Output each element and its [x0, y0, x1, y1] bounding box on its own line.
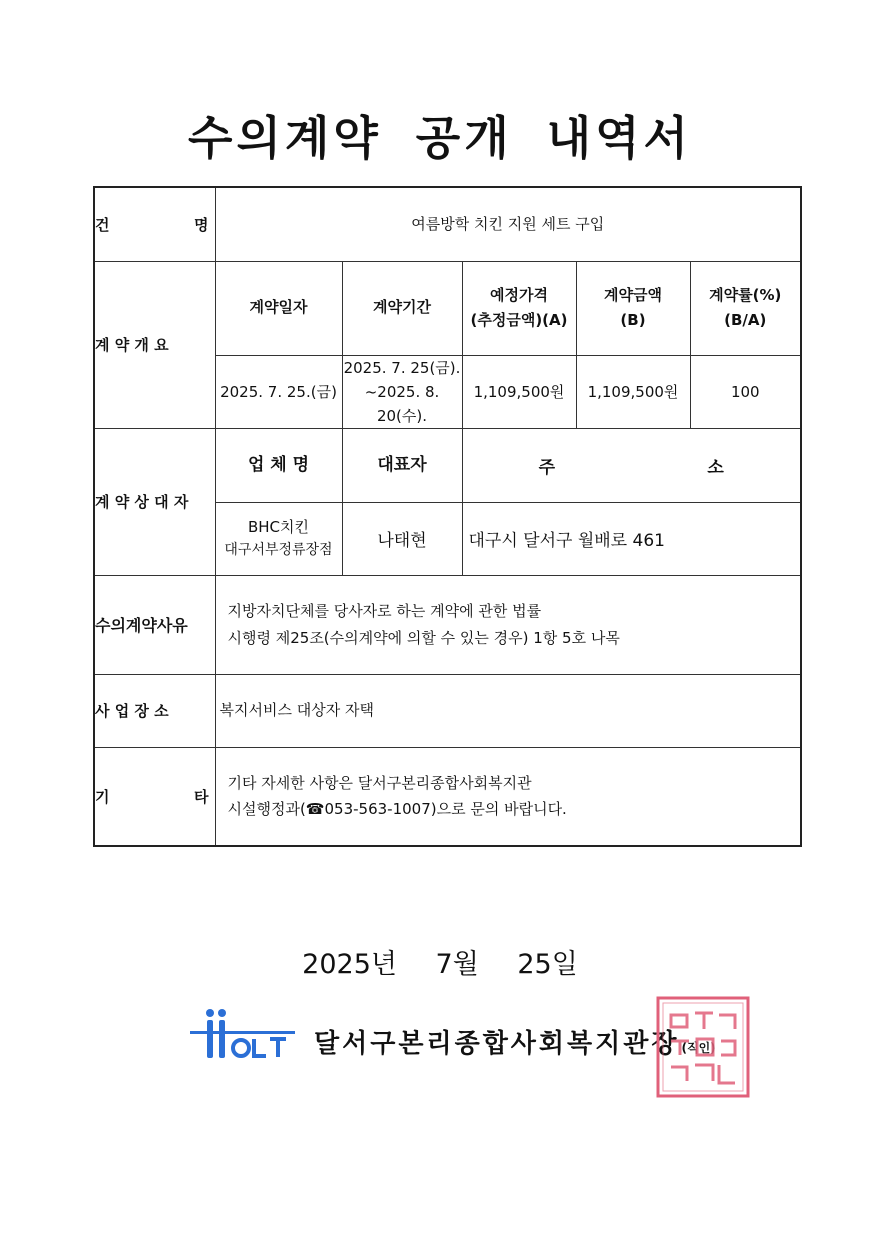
value-company-line1: BHC치킨 — [247, 518, 310, 537]
label-etc — [94, 747, 215, 846]
value-etc — [215, 747, 801, 846]
value-date: 2025. 7. 25.(금) — [215, 355, 342, 428]
header-address — [462, 428, 801, 502]
value-reason — [215, 575, 801, 674]
organization-title: 달서구본리종합사회복지관장 — [314, 1029, 680, 1059]
contract-table — [93, 186, 802, 847]
issue-date: 2025년 7월 25일 — [302, 949, 578, 980]
header-estimate-line1: 예정가격 — [490, 285, 548, 304]
value-reason-line1: 지방자치단체를 당사자로 하는 계약에 관한 법률 — [227, 602, 542, 621]
value-amount: 1,109,500원 — [576, 355, 690, 428]
label-name: 건 명 — [94, 187, 215, 261]
header-rate-line1: 계약률(%) — [709, 285, 782, 304]
header-rate — [690, 261, 801, 355]
label-overview: 계 약 개 요 — [94, 261, 215, 428]
header-amount-line1: 계약금액 — [604, 285, 662, 304]
value-rate: 100 — [690, 355, 801, 428]
value-site: 복지서비스 대상자 자택 — [215, 674, 801, 747]
value-etc-line1: 기타 자세한 사항은 달서구본리종합사회복지관 — [227, 774, 532, 792]
row-etc — [94, 747, 801, 846]
value-representative: 나태현 — [342, 502, 462, 575]
header-estimate — [462, 261, 576, 355]
row-counterparty-header — [94, 428, 801, 502]
value-period-line1: 2025. 7. 25(금). — [343, 358, 461, 377]
label-site: 사 업 장 소 — [94, 674, 215, 747]
label-etc-part2: 타 — [194, 787, 209, 806]
header-amount-line2: (B) — [620, 311, 646, 329]
header-estimate-line2: (추정금액)(A) — [470, 311, 568, 329]
row-overview-header — [94, 261, 801, 355]
signature-block — [190, 1005, 760, 1085]
value-period — [342, 355, 462, 428]
row-name — [94, 187, 801, 261]
value-address: 대구시 달서구 월배로 461 — [462, 502, 801, 575]
official-seal-note: (직인) — [681, 1041, 716, 1055]
row-reason — [94, 575, 801, 674]
page-title: 수의계약 공개 내역서 — [188, 111, 692, 165]
header-address-part1: 주 — [538, 457, 556, 478]
label-reason: 수의계약사유 — [94, 575, 215, 674]
official-seal-stamp — [655, 995, 751, 1099]
header-amount — [576, 261, 690, 355]
header-date: 계약일자 — [215, 261, 342, 355]
value-period-line2: ~2025. 8. 20(수). — [364, 382, 440, 425]
label-counterparty: 계 약 상 대 자 — [94, 428, 215, 575]
header-address-part2: 소 — [707, 457, 724, 478]
header-company: 업 체 명 — [215, 428, 342, 502]
header-rate-line2: (B/A) — [724, 311, 767, 329]
row-site — [94, 674, 801, 747]
value-company-line2: 대구서부정류장점 — [224, 542, 333, 559]
name-value: 여름방학 치킨 지원 세트 구입 — [215, 187, 801, 261]
value-etc-line2: 시설행정과(☎053-563-1007)으로 문의 바랍니다. — [227, 800, 567, 819]
header-representative: 대표자 — [342, 428, 462, 502]
value-reason-line2: 시행령 제25조(수의계약에 의할 수 있는 경우) 1항 5호 나목 — [227, 628, 620, 647]
welfare-center-logo — [190, 1005, 295, 1067]
value-estimate: 1,109,500원 — [462, 355, 576, 428]
value-company — [215, 502, 342, 575]
label-etc-part1: 기 — [95, 787, 110, 806]
header-period: 계약기간 — [342, 261, 462, 355]
